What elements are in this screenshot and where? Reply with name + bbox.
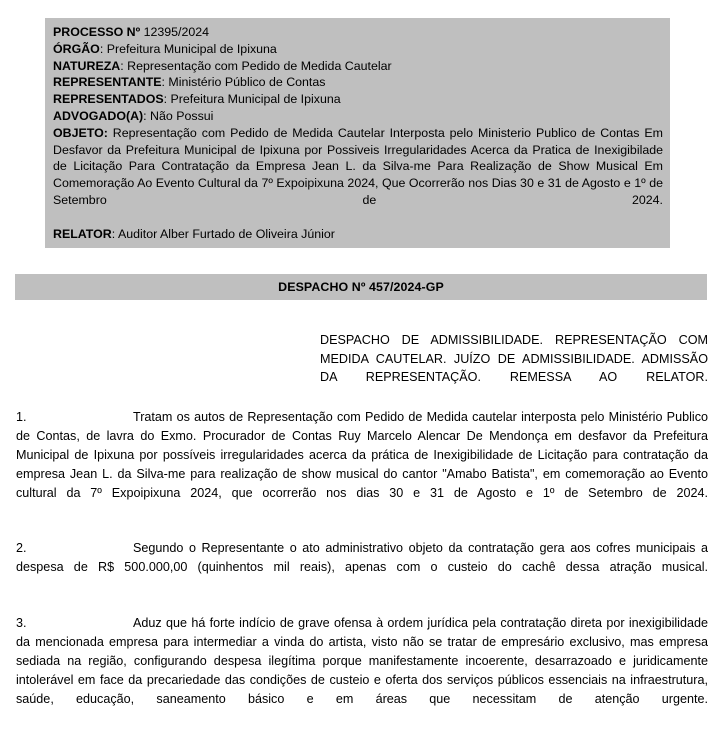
table-row-objeto [53,125,663,226]
table-row-processo [53,24,663,41]
table-row-advogado [53,108,663,125]
paragraph-number-1: 1. [16,410,27,424]
despacho-title-bar [15,274,707,300]
field-label-orgao: ÓRGÃO [53,41,100,56]
paragraph-text-3: Aduz que há forte indício de grave ofensa à ordem jurídica pela contratação direta por inexigibilidade da mencionada empresa para intermediar a vinda do artista, visto não se tratar de empresário exclusivo, mas empresa sediada na região, configurando despesa ilegítima porque manifestamente incoerente, desarrazoado e juridicamente intolerável em face da precariedade das condições de custeio e oferta dos serviços públicos essenciais na infraestrutura, saúde, educação, saneamento básico e em áreas que necessitam de atenção urgente. [16,616,708,706]
field-label-relator: RELATOR [53,226,112,241]
field-label-advogado: ADVOGADO(A) [53,108,144,123]
field-value-relator: : Auditor Alber Furtado de Oliveira Júnior [111,226,335,241]
paragraph-2 [16,539,708,596]
table-row-representados [53,91,663,108]
field-value-processo: 12395/2024 [140,25,210,39]
field-label-representados: REPRESENTADOS [53,92,164,107]
field-value-representante: : Ministério Público de Contas [161,75,326,90]
paragraph-text-1: Tratam os autos de Representação com Pedido de Medida cautelar interposta pelo Ministério Publico de Contas, de lavra do Exmo. Procurador de Contas Ruy Marcelo Alencar De Mendonça em desfavor da Prefeitura Municipal de Ipixuna por possíveis irregularidades acerca da prática de Inexigibilidade de Licitação para contratação da empresa Jean L. da Silva-me para realização de show musical do cantor "Amabo Batista", em comemoração ao Evento cultural da 7º Expoipixuna 2024, que ocorrerão nos dias 30 e 31 de Agosto e 1º de Setembro de 2024. [16,410,708,500]
despacho-title: DESPACHO Nº 457/2024-GP [278,280,444,294]
field-label-natureza: NATUREZA [53,58,121,73]
field-label-representante: REPRESENTANTE [53,75,162,90]
field-value-natureza: : Representação com Pedido de Medida Cautelar [120,58,392,73]
paragraph-3 [16,614,708,727]
table-row-representante [53,74,663,91]
table-row-natureza [53,58,663,75]
table-row-orgao [53,41,663,58]
process-identification-table [45,18,670,248]
body-text [16,408,708,728]
paragraph-1 [16,408,708,521]
field-value-representados: : Prefeitura Municipal de Ipixuna [163,92,341,107]
paragraph-text-2: Segundo o Representante o ato administrativo objeto da contratação gera aos cofres municipais a despesa de R$ 500.000,00 (quinhentos mil reais), apenas com o custeio do cachê dessa atração musical. [16,541,708,575]
ementa-block: DESPACHO DE ADMISSIBILIDADE. REPRESENTAÇÃO COM MEDIDA CAUTELAR. JUÍZO DE ADMISSIBILIDADE. ADMISSÃO DA REPRESENTAÇÃO. REMESSA AO RELATOR. [320,333,708,385]
field-value-advogado: : Não Possui [143,108,214,123]
paragraph-number-3: 3. [16,616,27,631]
paragraph-number-2: 2. [16,541,27,556]
field-label-objeto: OBJETO: [53,125,108,140]
field-value-orgao: : Prefeitura Municipal de Ipixuna [99,41,277,56]
field-label-processo: PROCESSO Nº [53,25,141,39]
table-row-relator [53,226,663,243]
field-value-objeto: Representação com Pedido de Medida Cautelar Interposta pelo Ministerio Publico de Contas Em Desfavor da Prefeitura Municipal de Ipixuna por Possiveis Irregularidades Acerca da Pratica de Inexigibilade de Licitação Para Contratação da Empresa Jean L. da Silva-me Para Realização de Show Musical Em Comemoração Ao Evento Cultural da 7º Expoipixuna 2024, Que Ocorrerão nos Dias 30 e 31 de Agosto e 1º de Setembro de 2024. [53,125,663,207]
